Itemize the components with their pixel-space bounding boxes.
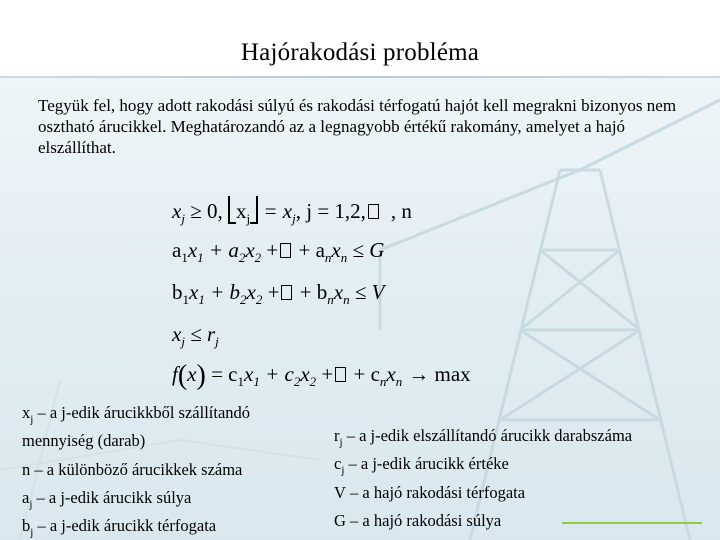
def-subscript: j	[339, 436, 343, 449]
var-x2: x	[245, 238, 255, 262]
floor-right-bracket	[250, 196, 258, 224]
var-x2: x	[300, 362, 310, 386]
sub-n: n	[327, 292, 334, 308]
definition-item	[22, 402, 250, 430]
sub-n-2: n	[395, 374, 403, 390]
sub-2: 2	[240, 292, 247, 308]
title-divider	[0, 76, 720, 78]
definition-item	[22, 487, 250, 515]
def-symbol: c	[334, 454, 342, 474]
definition-item	[334, 425, 632, 453]
equation-upper-bound	[172, 322, 219, 350]
le-G: ≤ G	[347, 238, 385, 262]
accent-line	[562, 522, 702, 524]
var-x1: x	[244, 362, 254, 386]
def-subscript: j	[30, 413, 34, 426]
def-text: – a hajó rakodási térfogata	[345, 482, 526, 502]
plus-cn: + c	[348, 362, 380, 386]
def-symbol: r	[334, 426, 340, 445]
paren-close: )	[196, 360, 206, 391]
sub-2: 2	[293, 374, 301, 390]
paren-open: (	[177, 360, 188, 391]
plus-an: + a	[293, 238, 325, 262]
def-symbol: n	[22, 459, 31, 479]
ge-zero: ≥ 0,	[190, 199, 223, 223]
plus-bn: + b	[294, 280, 328, 304]
def-text: – a hajó rakodási súlya	[345, 510, 502, 530]
n-end: , n	[390, 199, 412, 223]
plus-c2: + c	[259, 362, 294, 386]
sub-n: n	[379, 374, 387, 390]
def-subscript: j	[341, 464, 345, 477]
def-symbol: x	[22, 403, 31, 422]
def-text: – a különböző árucikkek száma	[30, 459, 243, 479]
definition-item	[22, 430, 250, 458]
floor-left-bracket	[228, 196, 236, 224]
floor-x: x	[235, 199, 247, 223]
ellipsis-placeholder	[280, 243, 291, 258]
sub-2b: 2	[255, 292, 263, 308]
sub-2b: 2	[309, 374, 317, 390]
sub-j-2: j	[292, 211, 296, 227]
floor-sub-j: j	[246, 211, 251, 227]
def-symbol: a	[22, 487, 30, 507]
equation-volume-constraint	[172, 280, 384, 308]
sub-1b: 1	[253, 374, 260, 390]
sub-1: 1	[181, 250, 188, 266]
sub-2: 2	[238, 250, 246, 266]
definition-item	[334, 510, 632, 538]
definition-item	[334, 482, 632, 510]
le-V: ≤ V	[349, 280, 385, 304]
eq-c: = c	[205, 362, 238, 386]
def-subscript: j	[29, 498, 33, 511]
def-text: mennyiség (darab)	[22, 431, 146, 451]
var-x: x	[172, 199, 182, 223]
arrow-max: → max	[408, 362, 471, 386]
var-x: x	[172, 322, 182, 346]
def-symbol: G	[334, 510, 346, 530]
sub-2b: 2	[254, 250, 262, 266]
def-text: – a j-edik árucikk súlya	[32, 487, 192, 507]
var-xn: x	[331, 238, 341, 262]
plus: +	[261, 238, 279, 262]
page-title: Hajórakodási probléma	[240, 38, 480, 66]
def-subscript: j	[30, 526, 34, 539]
sub-1: 1	[237, 374, 244, 390]
equation-nonnegativity	[172, 196, 412, 227]
sub-j: j	[181, 334, 185, 350]
def-text: – a j-edik árucikk térfogata	[33, 516, 217, 536]
sub-1b: 1	[198, 292, 205, 308]
sub-1: 1	[182, 292, 189, 308]
definition-item	[334, 453, 632, 481]
var-x: x	[187, 362, 197, 386]
ellipsis-placeholder	[368, 204, 379, 219]
sub-n-2: n	[343, 292, 350, 308]
def-text: – a j-edik árucikk értéke	[344, 454, 509, 474]
sub-j-2: j	[215, 334, 219, 350]
equation-weight-constraint	[172, 238, 384, 266]
var-xn: x	[386, 362, 396, 386]
ellipsis-placeholder	[281, 285, 292, 300]
def-symbol: V	[334, 482, 346, 502]
sub-n-2: n	[340, 250, 348, 266]
sub-j: j	[181, 211, 185, 227]
definition-item	[22, 459, 250, 487]
le-r: ≤ r	[184, 322, 216, 346]
def-text: – a j-edik elszállítandó árucikk darabszáma	[342, 426, 633, 445]
def-text: – a j-edik árucikkből szállítandó	[33, 403, 251, 422]
sub-1b: 1	[197, 250, 204, 266]
equation-objective	[172, 360, 471, 392]
plus-a2: + a	[203, 238, 239, 262]
eq-x: = x	[263, 199, 293, 223]
plus: +	[262, 280, 280, 304]
var-x2: x	[246, 280, 256, 304]
coef-a: a	[172, 238, 182, 262]
def-symbol: b	[22, 516, 31, 536]
definition-item	[22, 515, 250, 540]
ellipsis-placeholder	[335, 367, 346, 382]
intro-paragraph: Tegyük fel, hogy adott rakodási súlyú és rakodási térfogatú hajót kell megrakni bizonyos nem osztható árucikkel. Meghatározandó az a legnagyobb értékű rakomány, amelyet a hajó elszállíthat.	[38, 96, 677, 157]
j-range: , j = 1,2,	[295, 199, 366, 223]
coef-b: b	[172, 280, 183, 304]
var-x1: x	[187, 238, 198, 262]
func-f: f	[172, 362, 178, 386]
var-xn: x	[333, 280, 344, 304]
plus: +	[316, 362, 334, 386]
plus-b2: + b	[204, 280, 240, 304]
var-x1: x	[189, 280, 199, 304]
definitions-left	[22, 402, 250, 540]
sub-n: n	[324, 250, 332, 266]
